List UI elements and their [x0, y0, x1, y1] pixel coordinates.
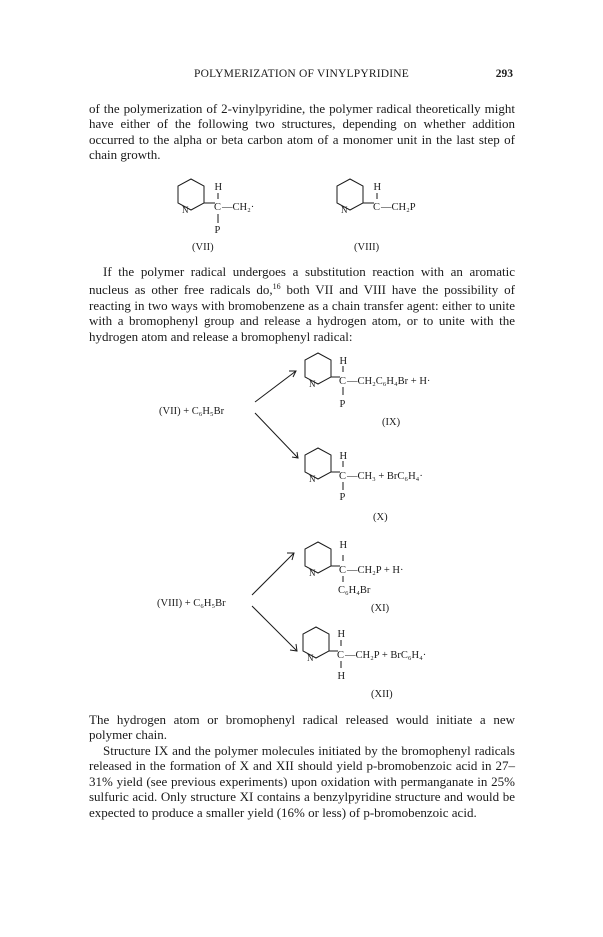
atom-center: C — [339, 376, 347, 387]
ring-nitrogen: N — [309, 379, 316, 389]
atom-center: C — [373, 202, 381, 213]
atom-bottom: P — [214, 225, 221, 236]
substituent-right: —CH₃ + BrC₆H₄· — [347, 471, 423, 482]
arrow-up — [255, 371, 296, 402]
reactants-VII: (VII) + C₆H₅Br — [159, 406, 225, 417]
atom-center: C — [339, 565, 347, 576]
structure-label: (IX) — [382, 417, 401, 428]
atom-bottom: C₆H₄Br — [338, 585, 371, 596]
reaction-2-arrows — [252, 553, 297, 651]
substituent-right: —CH₂P — [381, 202, 416, 213]
atom-bottom: H — [337, 671, 346, 682]
atom-top: H — [339, 356, 348, 367]
structure-label: (VII) — [192, 242, 214, 253]
structure-label: (X) — [373, 512, 388, 523]
ring-nitrogen: N — [341, 205, 348, 215]
page-number: 293 — [495, 68, 513, 80]
atom-center: C — [339, 471, 347, 482]
atom-bottom: P — [339, 492, 346, 503]
atom-bottom: P — [339, 399, 346, 410]
structure-label: (XI) — [371, 603, 390, 614]
substituent-right: —CH₂· — [222, 202, 255, 213]
substituent-right: —CH₂C₆H₄Br + H· — [347, 376, 431, 387]
paragraph-3: The hydrogen atom or bromophenyl radical released would initiate a new polymer chain. — [89, 712, 515, 743]
paragraph-2-part-b: both VII and VIII have the possibility of reacting in two ways with bromobenzene as a chain transfer agent: either to unite with a bromophenyl group and release a hydrogen atom, or to unite with the hydrogen atom and release a bromophenyl radical: — [89, 282, 516, 344]
atom-top: H — [214, 182, 223, 193]
paragraph-4: Structure IX and the polymer molecules initiated by the bromophenyl radicals released in the formation of X and XII should yield p-bromobenzoic acid in 27–31% yield (see previous experiments) upon oxidation with permanganate in 25% sulfuric acid. Only structure XI contains a benzylpyridine structure and would be expected to produce a smaller yield (16% or less) of p-bromobenzoic acid. — [89, 743, 515, 820]
substituent-right: —CH₂P + H· — [347, 565, 404, 576]
structure-label: (VIII) — [354, 242, 380, 253]
ring-nitrogen: N — [307, 653, 314, 663]
atom-top: H — [337, 629, 346, 640]
substituent-right: —CH₂P + BrC₆H₄· — [345, 650, 427, 661]
ring-nitrogen: N — [309, 568, 316, 578]
arrow-down — [255, 413, 298, 458]
running-title: POLYMERIZATION OF VINYLPYRIDINE — [193, 68, 410, 80]
atom-center: C — [214, 202, 222, 213]
atom-top: H — [373, 182, 382, 193]
paragraph-1: of the polymerization of 2-vinylpyridine, the polymer radical theoretically might have either of the following two structures, depending on whether addition occurred to the alpha or beta carbon atom of a monomer unit in the last step of chain growth. — [89, 101, 515, 163]
atom-center: C — [337, 650, 345, 661]
arrow-up — [252, 553, 294, 595]
arrow-down — [252, 606, 297, 651]
structure-label: (XII) — [371, 689, 393, 700]
ring-nitrogen: N — [182, 205, 189, 215]
structure-VII — [178, 179, 218, 223]
atom-top: H — [339, 451, 348, 462]
reference-superscript: 16 — [272, 282, 281, 292]
ring-nitrogen: N — [309, 474, 316, 484]
reactants-VIII: (VIII) + C₆H₅Br — [157, 598, 226, 609]
atom-top: H — [339, 540, 348, 551]
reaction-1-arrows — [255, 371, 298, 458]
paragraph-2-part-a: If the polymer radical undergoes a substitution reaction with an aromatic nucleus as other free radicals do, — [89, 264, 515, 298]
